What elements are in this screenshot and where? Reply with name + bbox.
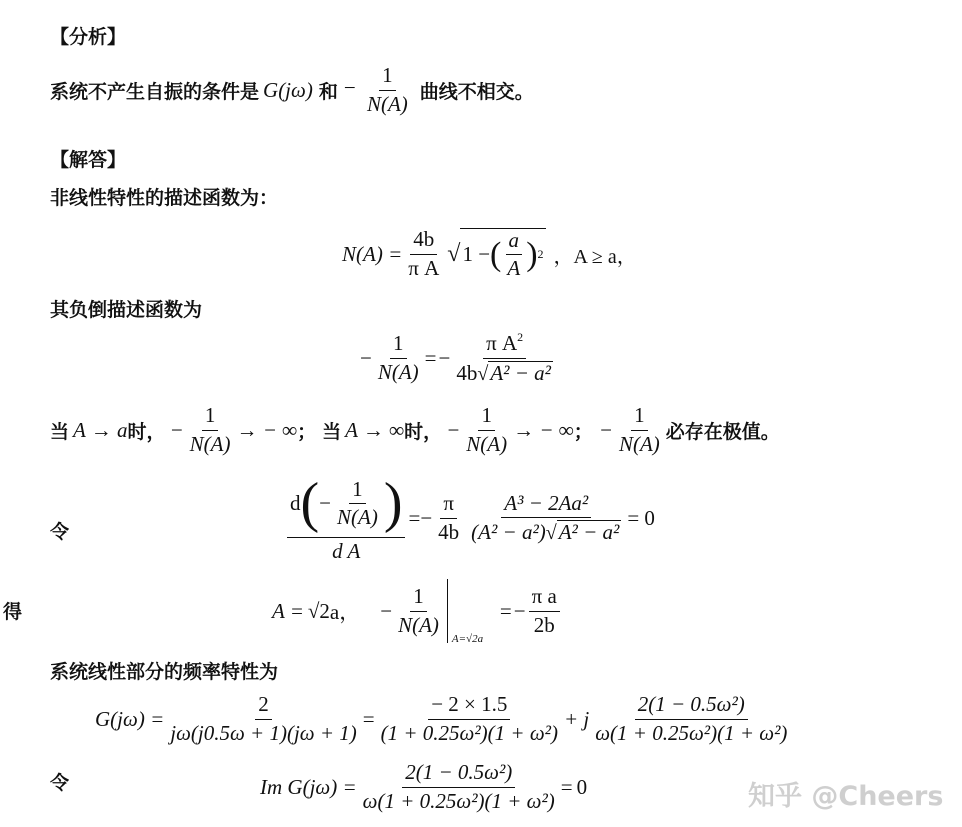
section-heading-answer: 【解答】 bbox=[50, 149, 127, 171]
analysis-sentence bbox=[50, 62, 534, 118]
neg-inverse-term: − $\frac{1}{N(A)}$ bbox=[343, 63, 408, 116]
imaginary-part-equation: Im G(jω) = $\frac{\text{2(1 − 0.5ω²)}}{\text{ω(1 + 0.25ω²)(1 + ω²)}}$ = 0 bbox=[260, 760, 588, 813]
linear-part-intro: 系统线性部分的频率特性为 bbox=[50, 661, 279, 683]
analysis-text-2: 和 bbox=[318, 80, 338, 103]
limits-line: 当 A → a 时， − $\frac{1}{N(A)}$ → − ∞ ； 当 A → ∞ 时， − $\frac{1}{N(A)}$ → − ∞ ； − $\frac{1}{N(A)}$ 必存在极值。 bbox=[50, 403, 780, 456]
analysis-text-3: 曲线不相交。 bbox=[419, 80, 534, 103]
frequency-response-equation: G(jω) = $\frac{2}{j\omega(j0.5\omega + 1)(j\omega + 1)}$ = $\frac{- 2 \times 1.5}{\text{(1 + 0.25ω²)(1 + ω²)}}$ + j $\frac{\text{2(1 − 0.5ω²)}}{\text{ω(1 + 0.25ω²)(1 + ω²)}}$ bbox=[95, 692, 788, 745]
obtain-label: 得 bbox=[3, 601, 23, 623]
derivative-equation: d ( − $\frac{1}{N(A)}$ ) d A = − $\frac{\pi}{4b}$ $\frac{\text{A³ − 2Aa²}}{\text{(A² − a²)√A² − a²}}$ = 0 bbox=[284, 468, 655, 568]
describing-function-intro: 非线性特性的描述函数为： bbox=[50, 187, 279, 209]
describing-function-equation: N(A) = $\frac{4b}{\text{π A}}$ √ 1 − ( $\frac{a}{A}$ ) 2 ，A ≥ a， bbox=[342, 227, 637, 280]
let-label-1: 令 bbox=[50, 521, 70, 543]
analysis-text-1: 系统不产生自振的条件是 bbox=[50, 80, 260, 103]
section-heading-analysis: 【分析】 bbox=[50, 26, 127, 48]
G-symbol: G(jω) bbox=[263, 77, 313, 102]
let-label-2: 令 bbox=[50, 772, 70, 794]
extremum-result: A = √2 a， − $\frac{1}{N(A)}$ A=√2a = − $\frac{\text{π a}}{2b}$ bbox=[272, 576, 563, 646]
negative-inverse-intro: 其负倒描述函数为 bbox=[50, 299, 203, 321]
watermark: 知乎 @Cheers bbox=[748, 781, 944, 812]
negative-inverse-equation: − $\frac{1}{N(A)}$ = − $\frac{\pi A^2}{\text{4b√A² − a²}}$ bbox=[360, 330, 551, 385]
